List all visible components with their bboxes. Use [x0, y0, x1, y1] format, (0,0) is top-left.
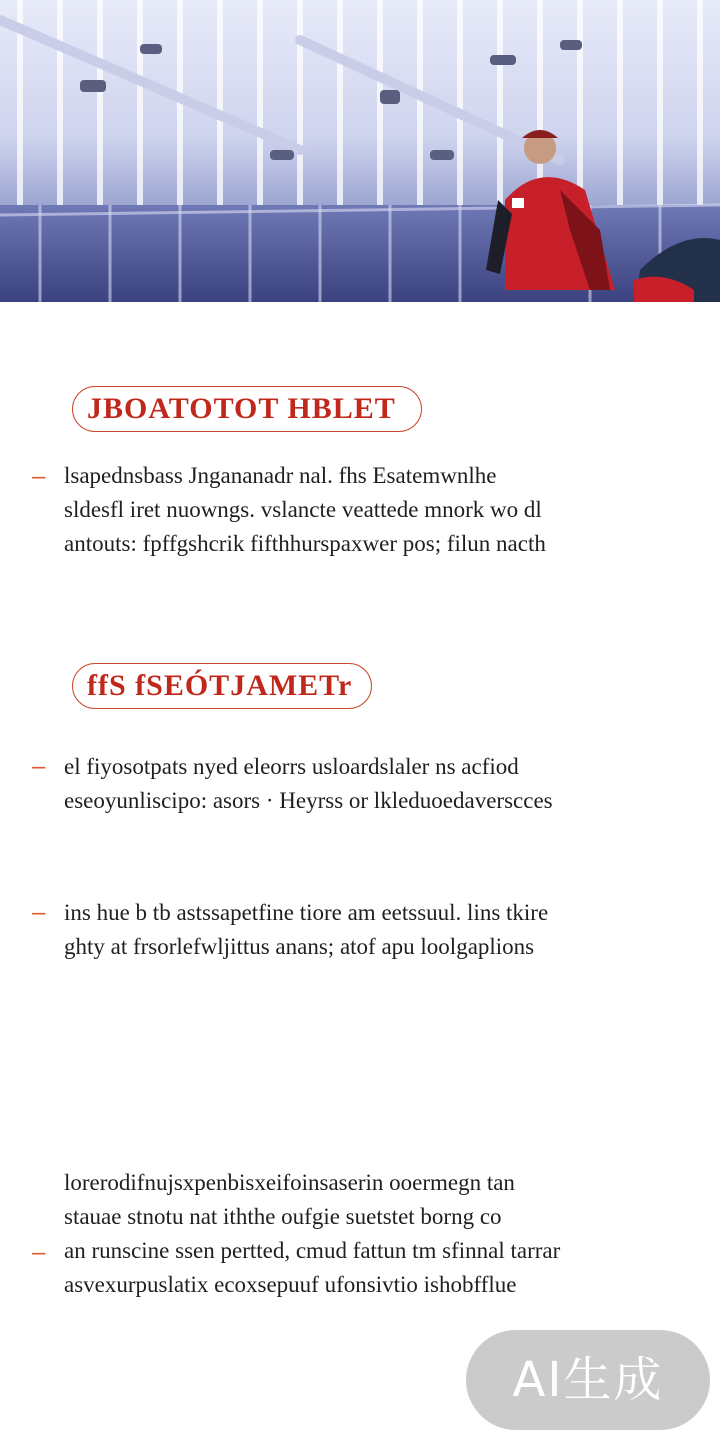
paragraph-4: lorerodifnujsxpenbisxeifoinsaserin ooermegn tan stauae stnotu nat iththe oufgie suetstet borng co an runscine ssen pertted, cmud fattun tm sfinnal tarrar asvexurpuslatix ecoxsepuuf ufonsivtio ishobfflue [64, 1170, 561, 1297]
paragraph-1: lsapednsbass Jngananadr nal. fhs Esatemwnlhe sldesfl iret nuowngs. vslancte veattede mnork wo dl antouts: fpffgshcrik fifthhurspaxwer pos; filun nacth [64, 463, 546, 556]
paragraph-2: el fiyosotpats nyed eleorrs usloardslaler ns acfiod eseoyunliscipo: asors · Heyrss or lkleduoedaverscces [64, 754, 553, 813]
hero-image [0, 0, 720, 302]
section-heading-2: ffS fSEÓTJAMETr [72, 663, 372, 709]
bullet-dash: – [32, 753, 46, 780]
ai-generated-watermark: AI生成 [466, 1330, 710, 1430]
bullet-dash: – [32, 899, 46, 926]
bullet-dash: – [32, 1239, 46, 1266]
paragraph-3: ins hue b tb astssapetfine tiore am eetssuul. lins tkire ghty at frsorlefwljittus anans; atof apu loolgaplions [64, 900, 549, 959]
bullet-dash: – [32, 463, 46, 490]
section-heading-1: JBOATOTOT HBLET [72, 386, 422, 432]
hero-illustration [0, 0, 720, 302]
